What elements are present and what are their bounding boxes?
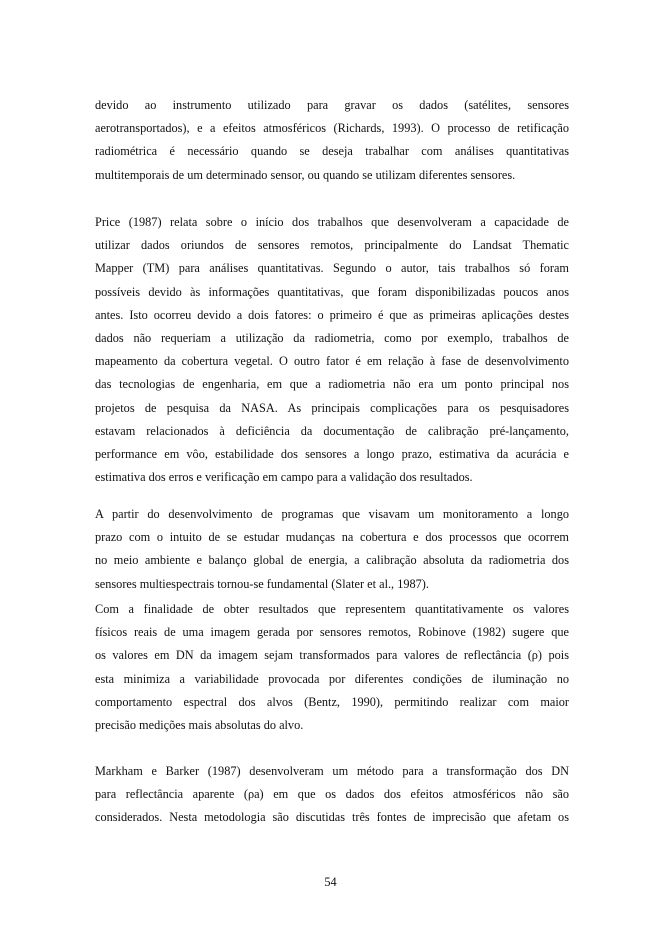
text-line: dados não requeriam a utilização da radiometria, como por exemplo, trabalhos de	[95, 330, 569, 345]
text-line: Mapper (TM) para análises quantitativas. Segundo o autor, tais trabalhos só foram	[95, 261, 569, 276]
text-line: multitemporais de um determinado sensor, ou quando se utilizam diferentes sensores.	[95, 167, 516, 182]
text-line: radiométrica é necessário quando se deseja trabalhar com análises quantitativas	[95, 144, 569, 159]
text-line: estavam relacionados à deficiência da documentação de calibração pré-lançamento,	[95, 423, 569, 438]
text-line: sensores multiespectrais tornou-se fundamental (Slater et al., 1987).	[95, 576, 429, 591]
text-line: estimativa dos erros e verificação em campo para a validação dos resultados.	[95, 470, 473, 485]
text-line: A partir do desenvolvimento de programas que visavam um monitoramento a longo	[95, 507, 569, 521]
text-line: aerotransportados), e a efeitos atmosféricos (Richards, 1993). O processo de retificação	[95, 121, 569, 136]
paragraph-3	[95, 503, 569, 596]
paragraph-4	[95, 598, 569, 737]
text-line: no meio ambiente e balanço global de energia, a calibração absoluta da radiometria dos	[95, 553, 569, 568]
text-line: os valores em DN da imagem sejam transformados para valores de reflectância (ρ) pois	[95, 648, 569, 663]
text-line: precisão medições mais absolutas do alvo.	[95, 717, 304, 732]
text-line: projetos de pesquisa da NASA. As principais complicações para os pesquisadores	[95, 400, 569, 415]
paragraph-1	[95, 94, 569, 187]
text-line: Com a finalidade de obter resultados que representem quantitativamente os valores	[95, 602, 569, 616]
text-line: devido ao instrumento utilizado para gravar os dados (satélites, sensores	[95, 98, 569, 112]
text-line: Markham e Barker (1987) desenvolveram um método para a transformação dos DN	[95, 764, 569, 778]
text-line: esta minimiza a variabilidade provocada por diferentes condições de iluminação no	[95, 671, 569, 686]
text-line: para reflectância aparente (ρa) em que os dados dos efeitos atmosféricos não são	[95, 787, 569, 802]
text-line: possíveis devido às informações quantitativas, que foram disponibilizadas poucos anos	[95, 284, 569, 299]
text-line: utilizar dados oriundos de sensores remotos, principalmente do Landsat Thematic	[95, 238, 569, 253]
text-line: antes. Isto ocorreu devido a dois fatores: o primeiro é que as primeiras aplicações destes	[95, 307, 569, 322]
text-line: considerados. Nesta metodologia são discutidas três fontes de imprecisão que afetam os	[95, 810, 569, 825]
text-line: comportamento espectral dos alvos (Bentz, 1990), permitindo realizar com maior	[95, 694, 569, 709]
paragraph-2	[95, 211, 569, 489]
text-line: mapeamento da cobertura vegetal. O outro fator é em relação à fase de desenvolvimento	[95, 354, 569, 369]
page-number: 54	[324, 875, 337, 889]
paragraph-5	[95, 760, 569, 830]
text-line: prazo com o intuito de se estudar mudanças na cobertura e dos processos que ocorrem	[95, 530, 569, 545]
text-line: Price (1987) relata sobre o início dos trabalhos que desenvolveram a capacidade de	[95, 215, 569, 229]
text-line: físicos reais de uma imagem gerada por sensores remotos, Robinove (1982) sugere que	[95, 625, 569, 640]
text-line: das tecnologias de engenharia, em que a radiometria não era um ponto principal nos	[95, 377, 569, 392]
text-line: performance em vôo, estabilidade dos sensores a longo prazo, estimativa da acurácia e	[95, 446, 569, 461]
